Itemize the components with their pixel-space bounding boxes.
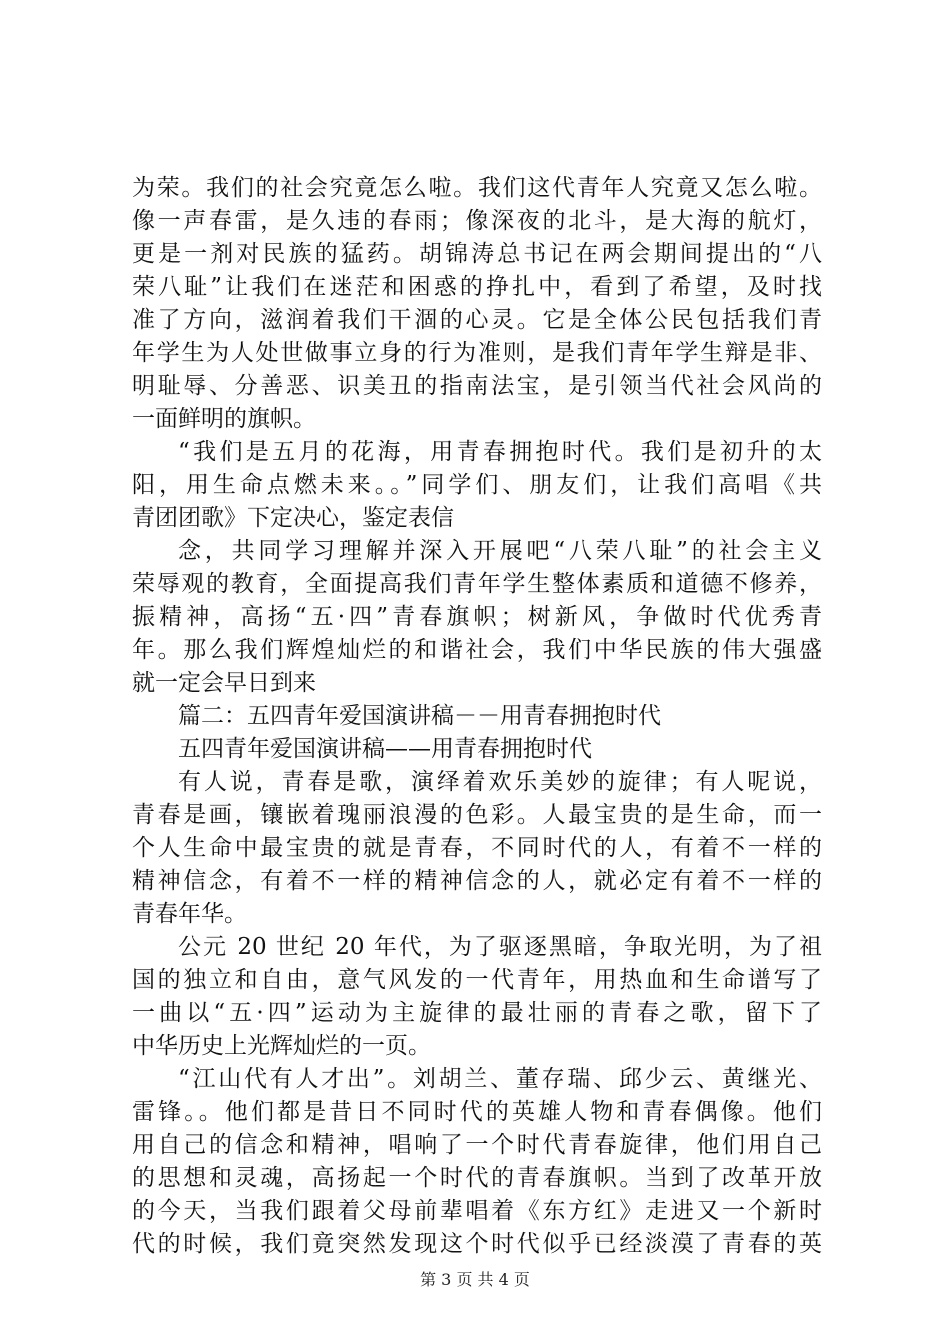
- text-line: 就一定会早日到来: [132, 670, 316, 696]
- body-text: [132, 172, 822, 1261]
- text-line: 像一声春雷，是久违的春雨；像深夜的北斗，是大海的航灯，: [132, 208, 822, 234]
- text-line: 准了方向，滋润着我们干涸的心灵。它是全体公民包括我们青: [132, 307, 822, 333]
- text-line: 阳，用生命点燃未来。。”同学们、朋友们，让我们高唱《共: [132, 472, 822, 498]
- text-line: 更是一剂对民族的猛药。胡锦涛总书记在两会期间提出的“八: [132, 241, 822, 267]
- text-line: 青春年华。: [132, 901, 247, 927]
- text-line: 一曲以“五·四”运动为主旋律的最壮丽的青春之歌，留下了: [132, 1000, 822, 1026]
- text-line: 的今天，当我们跟着父母前辈唱着《东方红》走进又一个新时: [132, 1198, 822, 1224]
- text-line: 为荣。我们的社会究竟怎么啦。我们这代青年人究竟又怎么啦。: [132, 175, 822, 201]
- text-line: 精神信念，有着不一样的精神信念的人，就必定有着不一样的: [132, 868, 822, 894]
- text-line: 中华历史上光辉灿烂的一页。: [132, 1033, 431, 1059]
- text-line: 一面鲜明的旗帜。: [132, 406, 316, 432]
- text-line: “江山代有人才出”。刘胡兰、董存瑞、邱少云、黄继光、: [178, 1066, 822, 1092]
- text-line: 明耻辱、分善恶、识美丑的指南法宝，是引领当代社会风尚的: [132, 373, 822, 399]
- text-line: 青团团歌》下定决心，鉴定表信: [132, 505, 454, 531]
- text-line: 荣八耻”让我们在迷茫和困惑的挣扎中，看到了希望，及时找: [132, 274, 822, 300]
- text-line: 公元 20 世纪 20 年代，为了驱逐黑暗，争取光明，为了祖: [178, 934, 822, 960]
- text-line: 用自己的信念和精神，唱响了一个时代青春旋律，他们用自己: [132, 1132, 822, 1158]
- text-line: 的思想和灵魂，高扬起一个时代的青春旗帜。当到了改革开放: [132, 1165, 822, 1191]
- text-line: 国的独立和自由，意气风发的一代青年，用热血和生命谱写了: [132, 967, 822, 993]
- text-line: 荣辱观的教育，全面提高我们青年学生整体素质和道德不修养，: [132, 571, 822, 597]
- text-line: 念，共同学习理解并深入开展吧“八荣八耻”的社会主义: [178, 538, 822, 564]
- text-line: 个人生命中最宝贵的就是青春，不同时代的人，有着不一样的: [132, 835, 822, 861]
- text-line: 五四青年爱国演讲稿——用青春拥抱时代: [178, 736, 592, 762]
- text-line: 青春是画，镶嵌着瑰丽浪漫的色彩。人最宝贵的是生命，而一: [132, 802, 822, 828]
- text-line: 有人说，青春是歌，演绎着欢乐美妙的旋律；有人呢说，: [178, 769, 822, 795]
- text-line: 振精神，高扬“五·四”青春旗帜；树新风，争做时代优秀青: [132, 604, 822, 630]
- text-line: 篇二：五四青年爱国演讲稿－－用青春拥抱时代: [178, 703, 661, 729]
- text-line: “我们是五月的花海，用青春拥抱时代。我们是初升的太: [178, 439, 822, 465]
- text-line: 年。那么我们辉煌灿烂的和谐社会，我们中华民族的伟大强盛: [132, 637, 822, 663]
- page-footer: 第 3 页 共 4 页: [420, 1270, 530, 1289]
- text-line: 年学生为人处世做事立身的行为准则，是我们青年学生辩是非、: [132, 340, 822, 366]
- text-line: 雷锋。。他们都是昔日不同时代的英雄人物和青春偶像。他们: [132, 1099, 822, 1125]
- text-line: 代的时候，我们竟突然发现这个时代似乎已经淡漠了青春的英: [132, 1231, 822, 1257]
